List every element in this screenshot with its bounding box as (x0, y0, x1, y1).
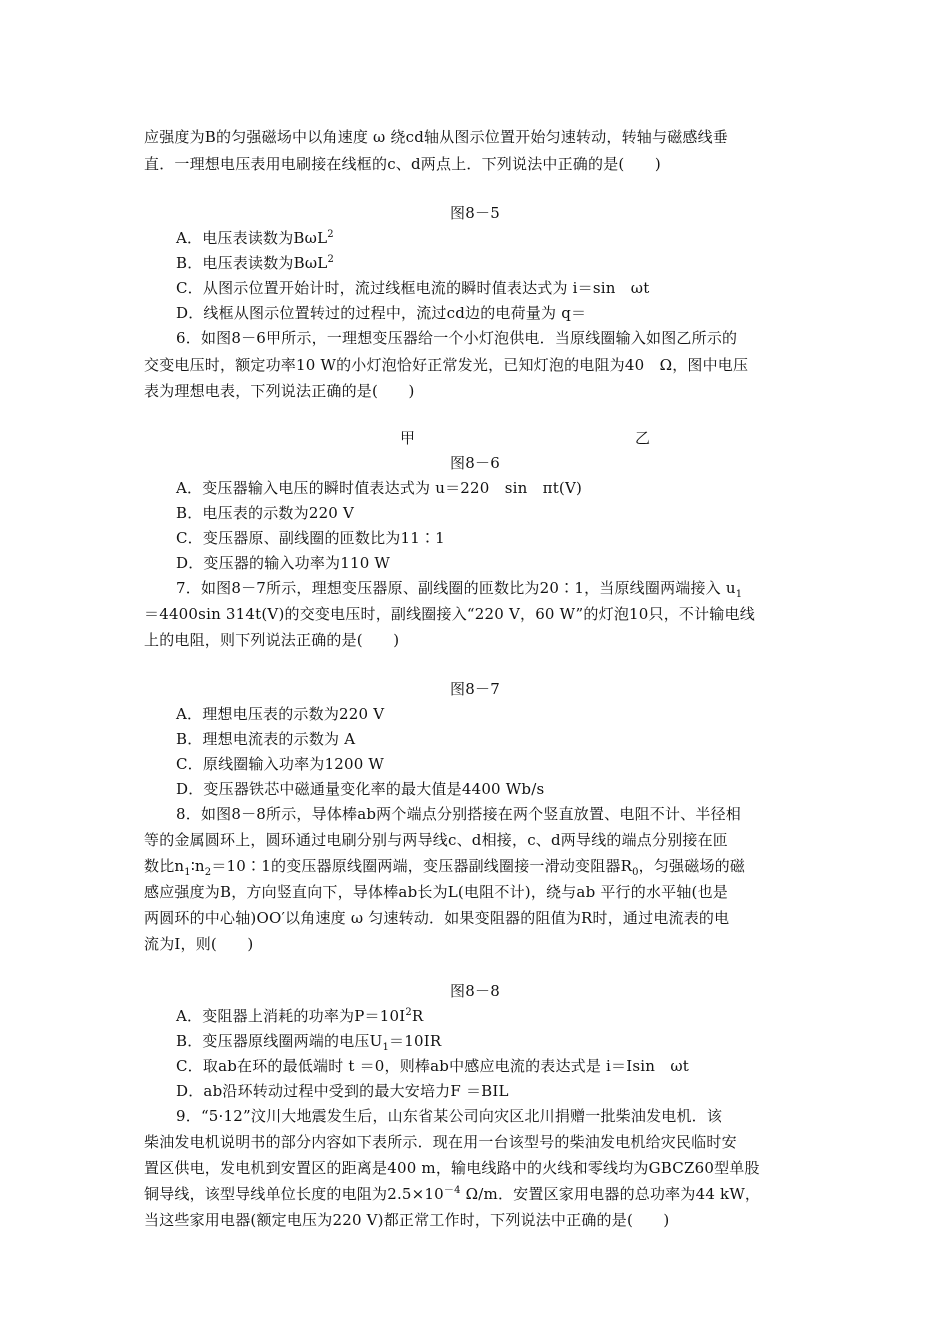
q7-text-line-3: 上的电阻，则下列说法正确的是( ) (144, 631, 400, 649)
q8-option-a: A．变阻器上消耗的功率为$P=10I^2R$ (176, 1007, 424, 1025)
q8-option-c: C．取ab在环的最低端时 t ＝0，则棒ab中感应电流的表达式是 i＝Isin ωt (176, 1057, 689, 1075)
q6-text-line-2: 交变电压时，额定功率10 W的小灯泡恰好正常发光，已知灯泡的电阻为40 Ω，图中电压 (144, 356, 749, 374)
q5-text-line-1: 应强度为B的匀强磁场中以角速度 ω 绕cd轴从图示位置开始匀速转动，转轴与磁感线垂 (144, 128, 728, 146)
q6-figure-label-yi: 乙 (635, 429, 651, 447)
q8-option-b: B．变压器原线圈两端的电压$U_1=10IR$ (176, 1032, 442, 1053)
q8-text-line-6: 流为I，则( ) (144, 935, 254, 953)
q7-option-d: D．变压器铁芯中磁通量变化率的最大值是4400 Wb/s (176, 780, 545, 798)
q5-option-d: D．线框从图示位置转过的过程中，流过cd边的电荷量为 q＝ (176, 304, 587, 322)
q6-text-line-3: 表为理想电表，下列说法正确的是( ) (144, 382, 415, 400)
q5-text-line-2: 直．一理想电压表用电刷接在线框的c、d两点上．下列说法中正确的是( ) (144, 155, 661, 173)
q7-option-b: B．理想电流表的示数为 A (176, 730, 356, 748)
figure-caption-8-8: 图8－8 (450, 982, 500, 1000)
q5-option-b: B．电压表读数为BωL$^2$ (176, 254, 335, 272)
q8-text-line-3: 数比$n_1∶n_2=10∶1$的变压器原线圈两端，变压器副线圈接一滑动变阻器$R_0$，匀强磁场的磁 (144, 857, 746, 878)
q8-text-line-4: 感应强度为B，方向竖直向下，导体棒ab长为L(电阻不计)，绕与ab 平行的水平轴(也是 (144, 883, 729, 901)
q6-option-a: A．变压器输入电压的瞬时值表达式为 u＝220 sin πt(V) (176, 479, 583, 497)
q7-text-line-2: ＝4400sin 314t(V)的交变电压时，副线圈接入“220 V，60 W”的灯泡10只，不计输电线 (144, 605, 755, 623)
figure-caption-8-7: 图8－7 (450, 680, 500, 698)
q8-text-line-1: 8．如图8－8所示，导体棒ab两个端点分别搭接在两个竖直放置、电阻不计、半径相 (176, 805, 741, 823)
q7-option-a: A．理想电压表的示数为220 V (176, 705, 385, 723)
q8-text-line-5: 两圆环的中心轴)OO′以角速度 ω 匀速转动．如果变阻器的阻值为R时，通过电流表的电 (144, 909, 730, 927)
q6-figure-label-jia: 甲 (400, 429, 416, 447)
q9-text-line-2: 柴油发电机说明书的部分内容如下表所示．现在用一台该型号的柴油发电机给灾民临时安 (144, 1133, 737, 1151)
q9-text-line-1: 9．“5·12”汶川大地震发生后，山东省某公司向灾区北川捐赠一批柴油发电机．该 (176, 1107, 723, 1125)
q6-option-c: C．变压器原、副线圈的匝数比为11∶1 (176, 529, 445, 547)
figure-caption-8-5: 图8－5 (450, 204, 500, 222)
q7-option-c: C．原线圈输入功率为1200 W (176, 755, 385, 773)
q6-text-line-1: 6．如图8－6甲所示，一理想变压器给一个小灯泡供电．当原线圈输入如图乙所示的 (176, 329, 738, 347)
q5-option-a: A．电压表读数为BωL$^2$ (176, 229, 334, 247)
q8-option-d: D．ab沿环转动过程中受到的最大安培力F ＝BIL (176, 1082, 509, 1100)
figure-caption-8-6: 图8－6 (450, 454, 500, 472)
q9-text-line-5: 当这些家用电器(额定电压为220 V)都正常工作时，下列说法中正确的是( ) (144, 1211, 670, 1229)
q8-text-line-2: 等的金属圆环上，圆环通过电刷分别与两导线c、d相接，c、d两导线的端点分别接在匝 (144, 831, 729, 849)
q7-text-line-1: 7．如图8－7所示，理想变压器原、副线圈的匝数比为20∶1，当原线圈两端接入 $u_1$ (176, 579, 743, 600)
q6-option-b: B．电压表的示数为220 V (176, 504, 355, 522)
q9-text-line-3: 置区供电，发电机到安置区的距离是400 m，输电线路中的火线和零线均为GBCZ60型单股 (144, 1159, 760, 1177)
q5-option-c: C．从图示位置开始计时，流过线框电流的瞬时值表达式为 i＝sin ωt (176, 279, 650, 297)
q6-option-d: D．变压器的输入功率为110 W (176, 554, 391, 572)
q9-text-line-4: 铜导线，该型导线单位长度的电阻为$2.5\times 10^{-4}$ Ω/m．安置区家用电器的总功率为44 kW， (144, 1185, 761, 1203)
